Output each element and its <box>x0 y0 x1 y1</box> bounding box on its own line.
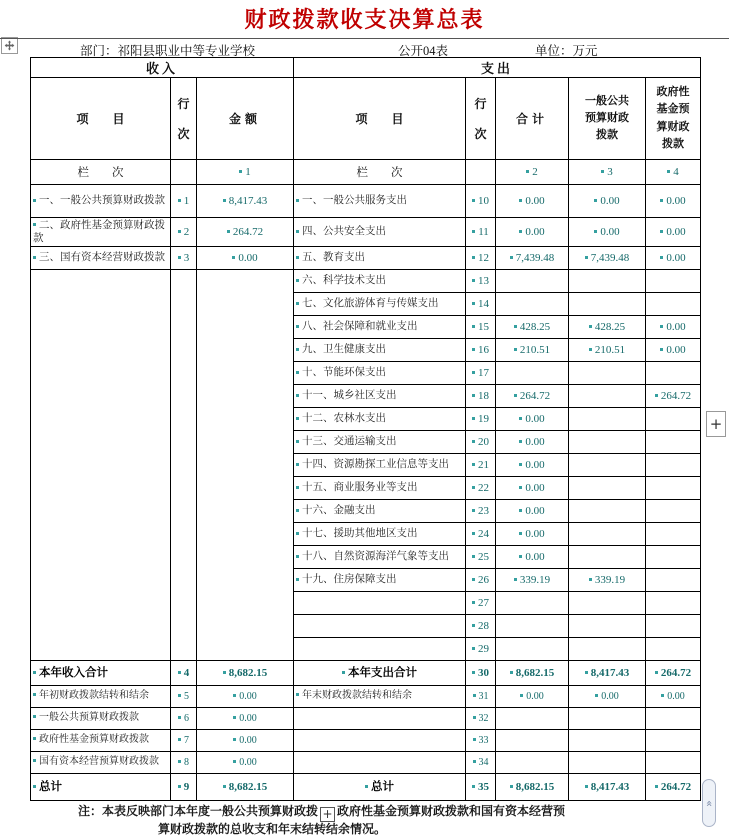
expense-item-cell: 五、教育支出 <box>294 247 466 270</box>
expense-general-cell <box>569 708 646 730</box>
income-index-1: 1 <box>197 160 294 185</box>
expense-rowno-cell: 32 <box>466 708 496 730</box>
expense-item-cell <box>294 592 466 615</box>
table-row <box>31 661 701 686</box>
table-row <box>31 185 701 218</box>
note-line-2: 算财政拨款的总收支和年末结转结余情况。 <box>158 822 387 836</box>
expense-general-cell: 8,417.43 <box>569 661 646 686</box>
expense-total-cell: 339.19 <box>496 569 569 592</box>
expense-total-cell <box>496 362 569 385</box>
income-item-cell: 二、政府性基金预算财政拨款 <box>31 218 171 247</box>
col-header-amount: 金额 <box>197 78 294 160</box>
income-item-cell: 年初财政拨款结转和结余 <box>31 686 171 708</box>
col-header-expense-rowno: 行次 <box>466 78 496 160</box>
expense-rowno-cell: 17 <box>466 362 496 385</box>
expense-govfund-cell <box>646 569 701 592</box>
expense-total-cell <box>496 752 569 774</box>
income-item-cell: 国有资本经营预算财政拨款 <box>31 752 171 774</box>
expense-govfund-cell: 0.00 <box>646 316 701 339</box>
expense-total-cell <box>496 270 569 293</box>
expense-general-cell: 8,417.43 <box>569 774 646 801</box>
expense-rowno-cell: 10 <box>466 185 496 218</box>
expense-rowno-cell: 28 <box>466 615 496 638</box>
expense-total-cell <box>496 708 569 730</box>
expense-item-cell <box>294 638 466 661</box>
expense-general-cell <box>569 638 646 661</box>
expense-index-blank <box>466 160 496 185</box>
expense-rowno-cell: 12 <box>466 247 496 270</box>
col-header-income-item: 项 目 <box>31 78 171 160</box>
table-row <box>31 730 701 752</box>
expense-item-cell: 年末财政拨款结转和结余 <box>294 686 466 708</box>
expense-index-4: 4 <box>646 160 701 185</box>
expense-govfund-cell: 0.00 <box>646 247 701 270</box>
expense-govfund-cell <box>646 730 701 752</box>
expense-general-cell: 210.51 <box>569 339 646 362</box>
income-index-label: 栏 次 <box>31 160 171 185</box>
income-rowno-cell: 9 <box>171 774 197 801</box>
expense-total-cell: 0.00 <box>496 477 569 500</box>
expense-govfund-cell <box>646 615 701 638</box>
expense-general-cell <box>569 500 646 523</box>
expense-total-cell: 0.00 <box>496 185 569 218</box>
expense-rowno-cell: 34 <box>466 752 496 774</box>
income-item-cell: 政府性基金预算财政拨款 <box>31 730 171 752</box>
expense-item-cell <box>294 730 466 752</box>
income-rowno-cell: 4 <box>171 661 197 686</box>
income-empty-amount-cell <box>197 270 294 661</box>
expense-total-cell: 8,682.15 <box>496 661 569 686</box>
expense-item-cell: 十三、交通运输支出 <box>294 431 466 454</box>
meta-row <box>0 38 729 57</box>
expense-total-cell: 0.00 <box>496 431 569 454</box>
expense-item-cell <box>294 708 466 730</box>
expense-rowno-cell: 24 <box>466 523 496 546</box>
expense-item-cell: 十、节能环保支出 <box>294 362 466 385</box>
expense-govfund-cell <box>646 270 701 293</box>
col-header-total: 合计 <box>496 78 569 160</box>
expense-govfund-cell: 264.72 <box>646 774 701 801</box>
expense-item-cell: 四、公共安全支出 <box>294 218 466 247</box>
expense-total-cell: 0.00 <box>496 500 569 523</box>
expense-govfund-cell <box>646 477 701 500</box>
expense-govfund-cell <box>646 408 701 431</box>
expense-section-header: 支出 <box>294 58 701 78</box>
table-row <box>31 774 701 801</box>
income-empty-rowno-cell <box>171 270 197 661</box>
expense-govfund-cell: 264.72 <box>646 661 701 686</box>
add-button-right[interactable]: + <box>706 411 726 437</box>
income-rowno-cell: 6 <box>171 708 197 730</box>
expense-rowno-cell: 18 <box>466 385 496 408</box>
expense-general-cell: 7,439.48 <box>569 247 646 270</box>
expense-general-cell <box>569 615 646 638</box>
table-row <box>31 686 701 708</box>
income-amount-cell: 8,682.15 <box>197 661 294 686</box>
footnote <box>0 804 729 836</box>
expense-govfund-cell <box>646 638 701 661</box>
expense-item-cell: 七、文化旅游体育与传媒支出 <box>294 293 466 316</box>
chevron-glyph: « <box>702 799 716 807</box>
expense-item-cell: 一、一般公共服务支出 <box>294 185 466 218</box>
expense-general-cell <box>569 730 646 752</box>
expense-general-cell <box>569 385 646 408</box>
income-item-cell: 一、一般公共预算财政拨款 <box>31 185 171 218</box>
expense-govfund-cell <box>646 431 701 454</box>
col-header-gov-fund: 政府性基金预算财政拨款 <box>646 78 701 160</box>
expense-govfund-cell <box>646 362 701 385</box>
expense-rowno-cell: 19 <box>466 408 496 431</box>
scrollbar-handle[interactable] <box>702 779 716 827</box>
expense-item-cell <box>294 615 466 638</box>
table-row <box>31 270 701 293</box>
income-empty-item-cell <box>31 270 171 661</box>
expense-item-cell: 十九、住房保障支出 <box>294 569 466 592</box>
expense-general-cell <box>569 752 646 774</box>
expense-general-cell: 0.00 <box>569 686 646 708</box>
expense-index-label: 栏 次 <box>294 160 466 185</box>
expense-item-cell: 本年支出合计 <box>294 661 466 686</box>
expense-total-cell <box>496 592 569 615</box>
expense-general-cell <box>569 293 646 316</box>
expense-total-cell: 0.00 <box>496 523 569 546</box>
column-index-row <box>31 160 701 185</box>
income-amount-cell: 0.00 <box>197 752 294 774</box>
expense-item-cell <box>294 752 466 774</box>
expense-total-cell: 0.00 <box>496 454 569 477</box>
expense-rowno-cell: 29 <box>466 638 496 661</box>
expense-total-cell: 0.00 <box>496 686 569 708</box>
expense-total-cell <box>496 615 569 638</box>
expense-rowno-cell: 31 <box>466 686 496 708</box>
expense-govfund-cell <box>646 592 701 615</box>
expense-item-cell: 十一、城乡社区支出 <box>294 385 466 408</box>
note-line-1 <box>0 804 729 822</box>
income-amount-cell: 0.00 <box>197 686 294 708</box>
expense-index-2: 2 <box>496 160 569 185</box>
expense-total-cell <box>496 293 569 316</box>
expense-general-cell <box>569 454 646 477</box>
income-amount-cell: 0.00 <box>197 730 294 752</box>
expense-govfund-cell <box>646 546 701 569</box>
expense-total-cell: 210.51 <box>496 339 569 362</box>
expense-total-cell <box>496 638 569 661</box>
expense-general-cell <box>569 408 646 431</box>
expense-rowno-cell: 11 <box>466 218 496 247</box>
expense-rowno-cell: 27 <box>466 592 496 615</box>
expense-rowno-cell: 15 <box>466 316 496 339</box>
expense-govfund-cell <box>646 523 701 546</box>
table-body <box>31 185 701 801</box>
expense-total-cell: 0.00 <box>496 408 569 431</box>
expense-govfund-cell <box>646 293 701 316</box>
expense-total-cell: 264.72 <box>496 385 569 408</box>
expense-general-cell <box>569 546 646 569</box>
add-button-note[interactable]: + <box>320 807 335 822</box>
expense-item-cell: 十六、金融支出 <box>294 500 466 523</box>
expense-item-cell: 十七、援助其他地区支出 <box>294 523 466 546</box>
expense-general-cell: 0.00 <box>569 185 646 218</box>
col-header-income-rowno: 行次 <box>171 78 197 160</box>
table-row <box>31 247 701 270</box>
note-line-1-rest: 政府性基金预算财政拨款和国有资本经营预 <box>337 804 566 818</box>
expense-item-cell: 总计 <box>294 774 466 801</box>
expense-general-cell <box>569 477 646 500</box>
expense-general-cell <box>569 270 646 293</box>
expense-total-cell: 0.00 <box>496 218 569 247</box>
income-amount-cell: 264.72 <box>197 218 294 247</box>
expense-rowno-cell: 14 <box>466 293 496 316</box>
expense-general-cell <box>569 362 646 385</box>
expense-index-3: 3 <box>569 160 646 185</box>
expense-item-cell: 十五、商业服务业等支出 <box>294 477 466 500</box>
note-line-1-prefix: 注：本表反映部门本年度一般公共预算财政拨 <box>78 804 319 818</box>
expense-rowno-cell: 30 <box>466 661 496 686</box>
income-item-cell: 一般公共预算财政拨款 <box>31 708 171 730</box>
expense-rowno-cell: 13 <box>466 270 496 293</box>
expense-govfund-cell <box>646 500 701 523</box>
expense-rowno-cell: 33 <box>466 730 496 752</box>
col-header-expense-item: 项 目 <box>294 78 466 160</box>
expense-item-cell: 十二、农林水支出 <box>294 408 466 431</box>
expense-rowno-cell: 35 <box>466 774 496 801</box>
expense-rowno-cell: 20 <box>466 431 496 454</box>
main-table <box>30 57 701 801</box>
income-rowno-cell: 8 <box>171 752 197 774</box>
expense-general-cell: 0.00 <box>569 218 646 247</box>
table-row <box>31 752 701 774</box>
expense-general-cell: 339.19 <box>569 569 646 592</box>
income-rowno-cell: 1 <box>171 185 197 218</box>
expense-rowno-cell: 16 <box>466 339 496 362</box>
expense-govfund-cell: 0.00 <box>646 339 701 362</box>
income-rowno-cell: 2 <box>171 218 197 247</box>
income-rowno-cell: 5 <box>171 686 197 708</box>
page-title: 财政拨款收支决算总表 <box>244 7 485 32</box>
col-header-general-budget: 一般公共预算财政拨款 <box>569 78 646 160</box>
income-index-blank <box>171 160 197 185</box>
income-section-header: 收入 <box>31 58 294 78</box>
expense-govfund-cell <box>646 752 701 774</box>
expense-rowno-cell: 23 <box>466 500 496 523</box>
income-item-cell: 总计 <box>31 774 171 801</box>
income-amount-cell: 0.00 <box>197 247 294 270</box>
expense-total-cell: 7,439.48 <box>496 247 569 270</box>
expense-govfund-cell: 264.72 <box>646 385 701 408</box>
expense-general-cell <box>569 523 646 546</box>
expense-total-cell <box>496 730 569 752</box>
income-amount-cell: 8,682.15 <box>197 774 294 801</box>
income-rowno-cell: 3 <box>171 247 197 270</box>
income-item-cell: 三、国有资本经营财政拨款 <box>31 247 171 270</box>
expense-rowno-cell: 26 <box>466 569 496 592</box>
table-row <box>31 708 701 730</box>
expense-govfund-cell <box>646 708 701 730</box>
meta-unit: 单位：万元 <box>535 44 598 58</box>
expense-total-cell: 428.25 <box>496 316 569 339</box>
expense-rowno-cell: 25 <box>466 546 496 569</box>
expense-item-cell: 十八、自然资源海洋气象等支出 <box>294 546 466 569</box>
expense-general-cell <box>569 592 646 615</box>
meta-table-number: 公开04表 <box>398 44 449 58</box>
expense-general-cell: 428.25 <box>569 316 646 339</box>
column-header-row <box>31 78 701 160</box>
expense-govfund-cell: 0.00 <box>646 185 701 218</box>
expense-govfund-cell: 0.00 <box>646 218 701 247</box>
section-header-row <box>31 58 701 78</box>
table-row <box>31 218 701 247</box>
expense-govfund-cell: 0.00 <box>646 686 701 708</box>
expense-rowno-cell: 22 <box>466 477 496 500</box>
expense-total-cell: 0.00 <box>496 546 569 569</box>
income-item-cell: 本年收入合计 <box>31 661 171 686</box>
expense-item-cell: 九、卫生健康支出 <box>294 339 466 362</box>
income-rowno-cell: 7 <box>171 730 197 752</box>
expense-item-cell: 八、社会保障和就业支出 <box>294 316 466 339</box>
expense-rowno-cell: 21 <box>466 454 496 477</box>
income-amount-cell: 0.00 <box>197 708 294 730</box>
income-amount-cell: 8,417.43 <box>197 185 294 218</box>
expense-item-cell: 十四、资源勘探工业信息等支出 <box>294 454 466 477</box>
expense-general-cell <box>569 431 646 454</box>
meta-department: 部门：祁阳县职业中等专业学校 <box>80 44 256 58</box>
expense-total-cell: 8,682.15 <box>496 774 569 801</box>
expense-item-cell: 六、科学技术支出 <box>294 270 466 293</box>
expense-govfund-cell <box>646 454 701 477</box>
